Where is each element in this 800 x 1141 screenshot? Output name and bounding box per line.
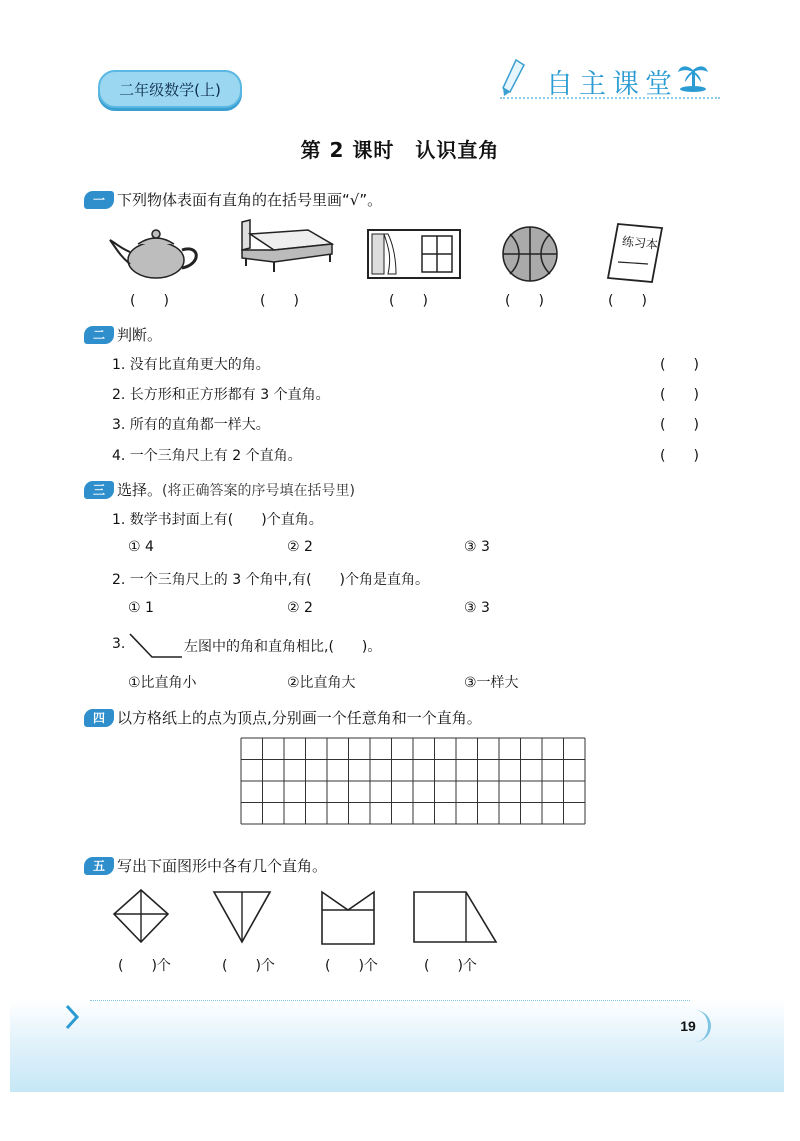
footer-divider [90,1000,690,1001]
section-5-heading [84,855,327,876]
teapot-icon [108,222,204,284]
kite-shape-icon [110,888,172,950]
section-4-heading [84,707,482,728]
section-number: 四 [84,709,114,727]
notched-rectangle-shape-icon [318,888,378,952]
answer-paren-1[interactable]: ( ) [130,293,169,309]
page-number: 19 [668,1010,711,1042]
grade-badge: 二年级数学(上) [98,70,242,108]
basketball-icon [500,224,560,284]
shape-answer-4[interactable]: ( )个 [424,958,477,974]
chevron-right-icon [64,1004,80,1034]
notebook-icon [604,222,666,286]
answer-paren-5[interactable]: ( ) [608,293,647,309]
answer-paren-3[interactable]: ( ) [389,293,428,309]
pencil-icon [500,58,526,102]
dot-grid-paper[interactable] [240,737,586,829]
judge-paren-3[interactable]: ( ) [660,417,699,433]
choice-q3: 左图中的角和直角相比,( )。 [184,639,382,655]
section-title: 下列物体表面有直角的在括号里画“√”。 [117,191,383,209]
lesson-title: 第 2 课时 认识直角 [300,138,500,162]
choice-q3-opt3[interactable]: ③一样大 [464,675,519,691]
section-2-heading [84,324,162,345]
judge-paren-4[interactable]: ( ) [660,448,699,464]
trapezoid-shape-icon [410,888,500,950]
section-title: 选择。 [117,481,163,499]
brand-title: 自主课堂 [546,69,678,100]
judge-item-3: 3. 所有的直角都一样大。 [112,417,270,433]
choice-q1-opt2[interactable]: ② 2 [287,539,313,555]
choice-q3-opt2[interactable]: ②比直角大 [287,675,356,691]
section-3-heading [84,479,355,500]
bed-icon [238,218,334,278]
section-1-heading [84,189,382,210]
shape-answer-2[interactable]: ( )个 [222,958,275,974]
choice-q1-opt3[interactable]: ③ 3 [464,539,490,555]
choice-q3-number: 3. [112,636,126,652]
section-title: 判断。 [117,326,163,344]
choice-q1-opt1[interactable]: ① 4 [128,539,154,555]
window-icon [366,226,462,282]
shape-answer-1[interactable]: ( )个 [118,958,171,974]
section-number: 五 [84,857,114,875]
choice-q1: 1. 数学书封面上有( )个直角。 [112,512,323,528]
triangle-shape-icon [210,888,274,950]
judge-item-4: 4. 一个三角尺上有 2 个直角。 [112,448,302,464]
choice-q3-opt1[interactable]: ①比直角小 [128,675,197,691]
notebook-label: 练习本 [621,234,659,252]
section-note: (将正确答案的序号填在括号里) [162,482,355,499]
section-number: 二 [84,326,114,344]
section-number: 一 [84,191,114,209]
judge-item-2: 2. 长方形和正方形都有 3 个直角。 [112,387,330,403]
judge-paren-2[interactable]: ( ) [660,387,699,403]
answer-paren-4[interactable]: ( ) [505,293,544,309]
footer-band [10,1000,784,1092]
section-title: 以方格纸上的点为顶点,分别画一个任意角和一个直角。 [117,709,482,727]
header-divider [500,97,720,99]
judge-paren-1[interactable]: ( ) [660,357,699,373]
choice-q2-opt3[interactable]: ③ 3 [464,600,490,616]
shape-answer-3[interactable]: ( )个 [325,958,378,974]
obtuse-angle-icon [128,630,184,664]
palm-tree-icon [676,60,710,98]
section-number: 三 [84,481,114,499]
answer-paren-2[interactable]: ( ) [260,293,299,309]
choice-q2-opt2[interactable]: ② 2 [287,600,313,616]
choice-q2: 2. 一个三角尺上的 3 个角中,有( )个角是直角。 [112,572,429,588]
choice-q2-opt1[interactable]: ① 1 [128,600,154,616]
section-title: 写出下面图形中各有几个直角。 [117,857,328,875]
judge-item-1: 1. 没有比直角更大的角。 [112,357,270,373]
